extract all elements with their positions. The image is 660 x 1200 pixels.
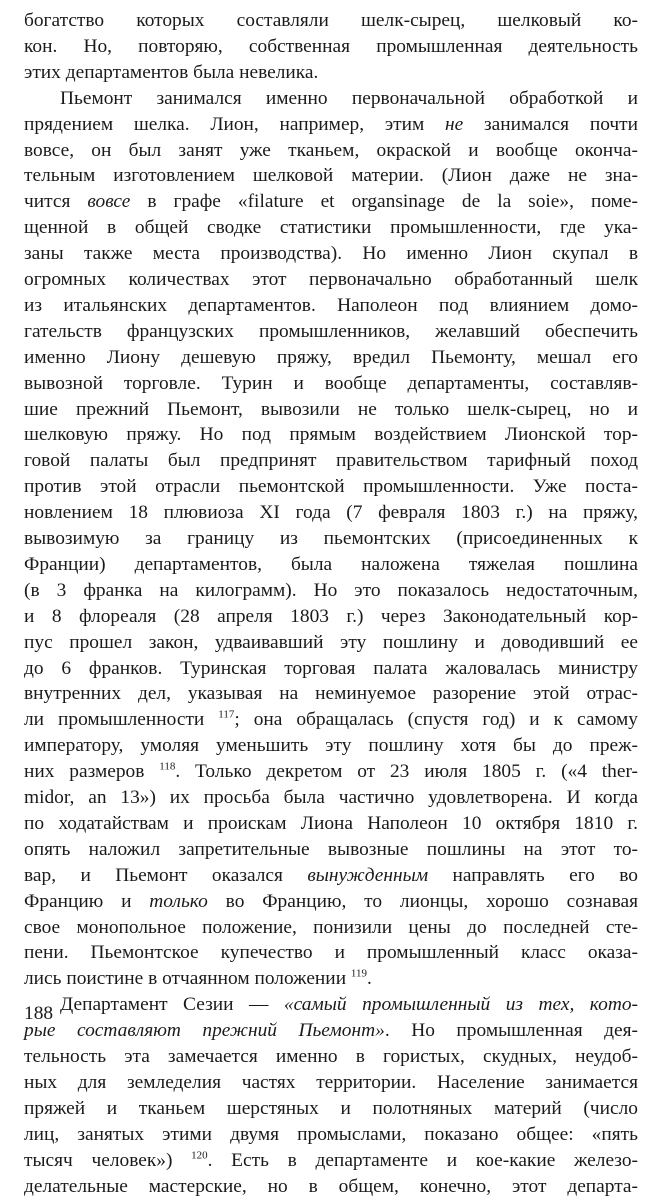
text-line (24, 215, 638, 241)
text-line (24, 1122, 638, 1148)
text-segment: «самый промышленный из тех, кото- (283, 994, 638, 1016)
text-line (24, 345, 638, 371)
footnote-ref: 117 (218, 708, 235, 721)
text-segment: рые составляют прежний Пьемонт» (24, 1020, 385, 1042)
text-segment: и 8 флореаля (28 апреля 1803 г.) через Законодательный кор- (24, 605, 638, 627)
text-segment: . Но промышленная дея- (384, 1020, 638, 1042)
text-line (24, 837, 638, 863)
text-segment: новлением 18 плювиоза XI года (7 февраля 1803 г.) на пряжу, (24, 502, 638, 524)
text-segment: Францию и (24, 890, 150, 912)
text-line (24, 1148, 638, 1174)
text-line (24, 448, 638, 474)
text-segment: вовсе (87, 191, 131, 213)
text-segment: вар, и Пьемонт оказался (24, 864, 308, 886)
text-segment: пус прошел закон, удваивавший эту пошлину и доводивший ее (24, 631, 638, 653)
text-segment: ; она обращалась (спустя год) и к самому (234, 709, 638, 731)
text-segment: внутренних дел, указывая на неминуемое разорение этой отрас- (24, 683, 638, 705)
text-segment: вынужденным (307, 864, 429, 886)
text-line (24, 578, 638, 604)
text-segment: направлять его во (428, 864, 638, 886)
text-segment: пряжей и тканьем шерстяных и полотняных материй (число (24, 1097, 638, 1119)
text-line (24, 1174, 638, 1200)
text-line (24, 656, 638, 682)
footnote-ref: 120 (191, 1149, 208, 1162)
text-segment: гательств французских промышленников, желавший обеспечить (24, 320, 638, 342)
text-segment: именно Лиону дешевую пряжу, вредил Пьемонту, мешал его (24, 346, 638, 368)
text-segment: шие прежний Пьемонт, вывозили не только шелк-сырец, но и (24, 398, 638, 420)
text-line (60, 86, 638, 112)
text-segment: (в 3 франка на килограмм). Но это показалось недостаточным, (24, 579, 638, 601)
text-line (24, 966, 638, 992)
text-segment: не (445, 113, 464, 135)
text-line (24, 267, 638, 293)
text-segment: лись поистине в отчаянном положении (24, 968, 351, 990)
text-segment: шелковую пряжу. Но под прямым воздействием Лионской тор- (24, 424, 638, 446)
text-segment: до 6 франков. Туринская торговая палата жаловалась министру (24, 657, 638, 679)
text-line (24, 319, 638, 345)
text-segment: Департамент Сезии — (60, 994, 284, 1016)
text-line (24, 733, 638, 759)
text-segment: императору, умоляя уменьшить эту пошлину хотя бы до преж- (24, 735, 638, 757)
text-segment: богатство которых составляли шелк-сырец, шелковый ко- (24, 10, 638, 31)
text-segment: midor, an 13») их просьба была частично удовлетворена. И когда (24, 787, 638, 808)
text-segment: говой палаты был предпринят правительством тарифный поход (24, 450, 638, 472)
text-segment: них размеров (24, 761, 160, 783)
text-line (24, 1018, 638, 1044)
text-segment: свое монопольное положение, понизили цены до последней сте- (24, 916, 638, 938)
text-line (24, 630, 638, 656)
text-segment: огромных количествах этот первоначально обработанный шелк (24, 269, 638, 290)
text-segment: из итальянских департаментов. Наполеон под влиянием домо- (24, 294, 638, 316)
text-segment: вовсе, он был занят уже тканьем, окраской и вообще оконча- (24, 139, 638, 161)
text-segment: чится (24, 191, 88, 213)
text-line (24, 189, 638, 215)
text-line (24, 526, 638, 552)
text-line (24, 889, 638, 915)
text-segment: Пьемонт занимался именно первоначальной обработкой и (60, 87, 638, 109)
text-line (24, 397, 638, 423)
text-line (24, 681, 638, 707)
text-line (24, 163, 638, 189)
text-segment: только (149, 890, 208, 912)
text-line (24, 500, 638, 526)
text-segment: тельность эта замечается именно в гористых, скудных, неудоб- (24, 1046, 638, 1067)
text-segment: вывозимую за границу из пьемонтских (присоединенных к (24, 528, 638, 549)
text-segment: тысяч человек») (24, 1149, 192, 1171)
text-line (24, 915, 638, 941)
text-line (24, 422, 638, 448)
page-number: 188 (24, 1003, 54, 1024)
text-segment: кон. Но, повторяю, собственная промышленная деятельность (24, 35, 638, 57)
text-segment: щенной в общей сводке статистики промышленности, где ука- (24, 217, 638, 239)
text-segment: опять наложил запретительные вывозные пошлины на этот то- (24, 838, 638, 860)
text-line (24, 1044, 638, 1070)
text-line (24, 759, 638, 785)
text-line (24, 241, 638, 267)
text-segment: заны также места производства). Но именно Лион скупал в (24, 243, 638, 265)
text-line (24, 34, 638, 60)
text-segment: . Есть в департаменте и кое-какие железо- (207, 1149, 638, 1171)
text-segment: занимался почти (463, 113, 638, 135)
text-segment: ли промышленности (24, 709, 219, 731)
text-line (24, 1096, 638, 1122)
text-line (24, 604, 638, 630)
text-line (24, 707, 638, 733)
text-line (24, 474, 638, 500)
text-line (24, 940, 638, 966)
text-segment: по ходатайствам и проискам Лиона Наполеон 10 октября 1810 г. (24, 812, 638, 834)
text-segment: лиц, занятых этими двумя промыслами, показано общее: «пять (24, 1123, 638, 1145)
text-segment: вывозной торговле. Турин и вообще департаменты, составляв- (24, 372, 638, 394)
text-line (24, 552, 638, 578)
text-segment: прядением шелка. Лион, например, этим (24, 113, 445, 135)
text-line (24, 785, 638, 811)
footnote-ref: 118 (159, 760, 176, 773)
text-segment: делательные мастерские, но в общем, конечно, этот департа- (24, 1175, 638, 1197)
text-line (24, 112, 638, 138)
text-segment: против этой отрасли пьемонтской промышленности. Уже поста- (24, 476, 638, 498)
text-line (24, 293, 638, 319)
text-line (24, 8, 638, 34)
text-line (24, 863, 638, 889)
text-segment: тельным изготовлением шелковой материи. (Лион даже не зна- (24, 165, 638, 187)
footnote-ref: 119 (350, 967, 368, 980)
text-segment: в графе «filature et organsinage de la soie», поме- (130, 191, 638, 213)
text-segment: этих департаментов была невелика. (24, 61, 319, 83)
text-line (24, 1070, 638, 1096)
text-line (60, 992, 638, 1018)
text-line (24, 138, 638, 164)
text-line (24, 60, 638, 86)
text-segment: ных для земледелия частях территории. Население занимается (24, 1071, 638, 1093)
text-segment: . (367, 968, 372, 990)
text-segment: во Францию, то лионцы, хорошо сознавая (207, 890, 638, 912)
text-segment: Франции) департаментов, была наложена тяжелая пошлина (24, 553, 638, 575)
text-segment: пени. Пьемонтское купечество и промышленный класс оказа- (24, 942, 638, 964)
text-segment: . Только декретом от 23 июля 1805 г. («4 ther- (175, 761, 638, 783)
text-line (24, 371, 638, 397)
text-line (24, 811, 638, 837)
